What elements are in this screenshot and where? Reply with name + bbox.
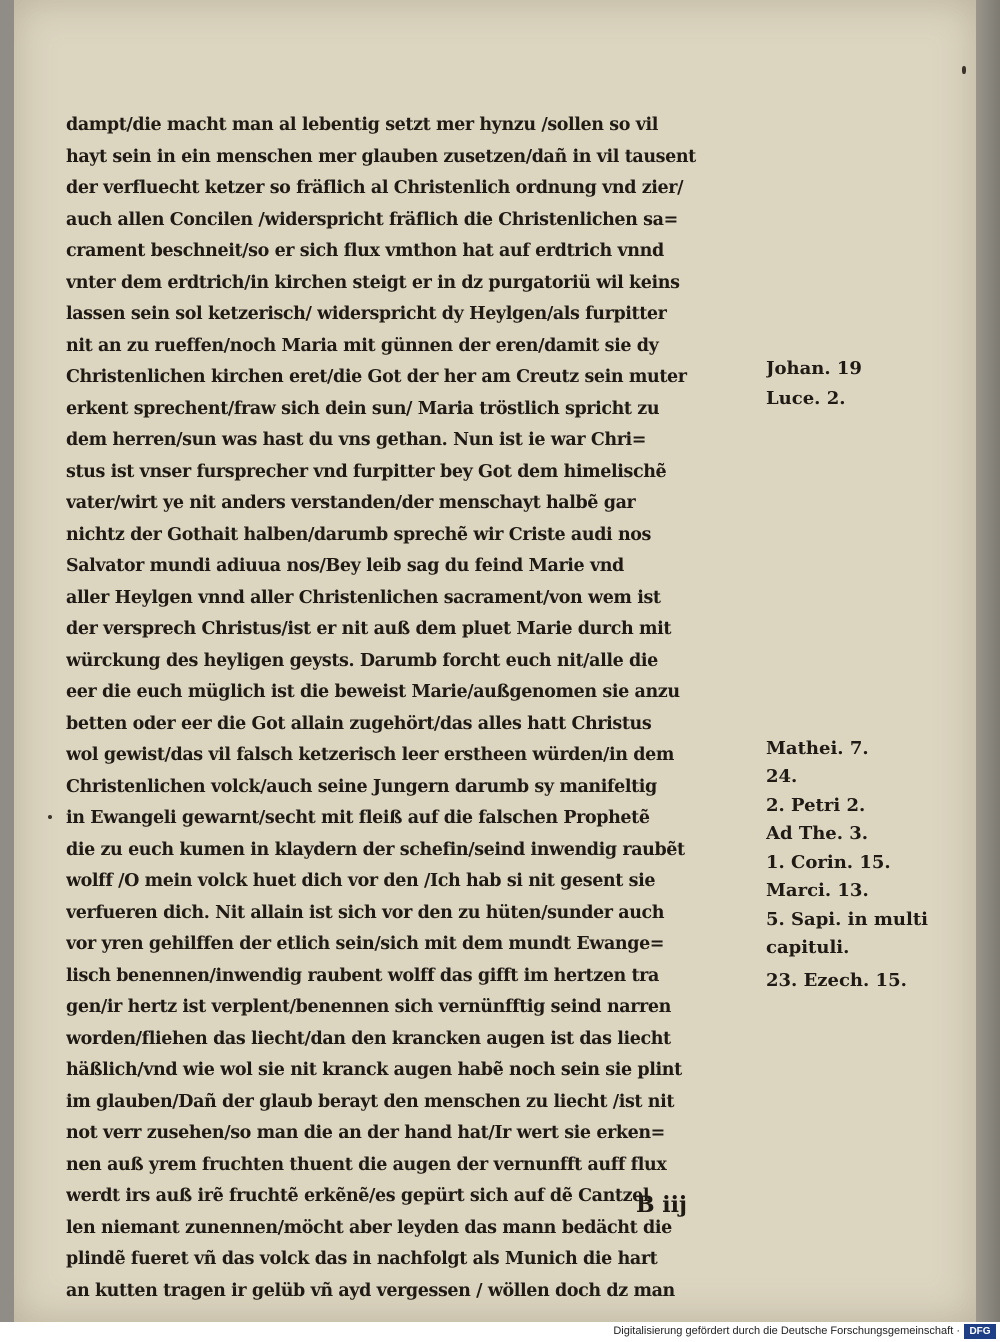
margin-note: Ad The. 3. [766,823,869,844]
margin-note: 24. [766,766,798,787]
text-line: wolff /O mein volck huet dich vor den /Ich hab si nit gesent sie [66,871,656,891]
text-line: an kutten tragen ir gelüb vñ ayd vergessen / wöllen doch dz man [66,1280,675,1301]
text-line: aller Heylgen vnnd aller Christenlichen sacrament/von wem ist [66,587,661,608]
text-line: not verr zusehen/so man die an der hand hat/Ir wert sie erken= [66,1123,665,1143]
ink-speck [962,66,966,74]
dfg-logo[interactable]: DFG [964,1324,996,1339]
text-line: würckung des heyligen geysts. Darumb forcht euch nit/alle die [66,650,658,671]
margin-note: capituli. [766,937,850,958]
main-text-block [66,110,766,1307]
text-line: len niemant zunennen/möcht aber leyden das mann bedächt die [66,1217,672,1238]
text-line: im glauben/Dañ der glaub berayt den menschen zu liecht /ist nit [66,1091,675,1112]
margin-note: 1. Corin. 15. [766,852,891,873]
signature-mark: B iij [636,1192,687,1218]
text-line: Christenlichen volck/auch seine Jungern darumb sy manifeltig [66,776,657,797]
text-line: nit an zu rueffen/noch Maria mit günnen der eren/damit sie dy [66,335,659,356]
text-line: crament beschneit/so er sich flux vmthon hat auf erdtrich vnnd [66,241,664,261]
page-edge [976,0,1000,1322]
text-line: dampt/die macht man al lebentig setzt mer hynzu /sollen so vil [66,115,658,135]
footer-credit: Digitalisierung gefördert durch die Deutsche Forschungsgemeinschaft · [613,1325,960,1337]
text-line: hayt sein in ein menschen mer glauben zusetzen/dañ in vil tausent [66,146,696,167]
text-line: auch allen Concilen /widerspricht fräflich die Christenlichen sa= [66,209,678,230]
text-line: dem herren/sun was hast du vns gethan. Nun ist ie war Chri= [66,430,647,450]
margin-note: Marci. 13. [766,880,869,901]
text-line: stus ist vnser fursprecher vnd furpitter bey Got dem himelischẽ [66,461,667,482]
text-line: worden/fliehen das liecht/dan den krancken augen ist das liecht [66,1028,671,1049]
text-line: gen/ir hertz ist verplent/benennen sich vernünfftig seind narren [66,997,671,1017]
text-line: werdt irs auß irẽ fruchtẽ erkẽnẽ/es gepürt sich auf dẽ Cantzel [66,1186,650,1206]
text-line: häßlich/vnd wie wol sie nit kranck augen habẽ noch sein sie plint [66,1060,682,1080]
margin-note: Johan. 19 [766,358,862,379]
text-line: betten oder eer die Got allain zugehört/das alles hatt Christus [66,713,652,734]
text-line: wol gewist/das vil falsch ketzerisch leer erstheen würden/in dem [66,745,674,765]
text-line: Salvator mundi adiuua nos/Bey leib sag du feind Marie vnd [66,556,624,576]
text-line: die zu euch kumen in klaydern der schefin/seind inwendig raubẽt [66,839,685,860]
margin-note: Luce. 2. [766,388,846,409]
text-line: nichtz der Gothait halben/darumb sprechẽ wir Criste audi nos [66,524,652,545]
text-line: der verfluecht ketzer so fräflich al Christenlich ordnung vnd zier/ [66,178,684,198]
digitization-footer [0,1322,1000,1342]
text-line: plindẽ fueret vñ das volck das in nachfolgt als Munich die hart [66,1249,658,1269]
margin-note: 5. Sapi. in multi [766,909,928,930]
margin-note: 2. Petri 2. [766,795,866,816]
text-line: vnter dem erdtrich/in kirchen steigt er in dz purgatoriü wil keins [66,272,680,293]
text-line: der versprech Christus/ist er nit auß dem pluet Marie durch mit [66,619,672,639]
text-line: Christenlichen kirchen eret/die Got der her am Creutz sein muter [66,367,687,387]
text-line: eer die euch müglich ist die beweist Marie/außgenomen sie anzu [66,682,680,702]
text-line: nen auß yrem fruchten thuent die augen der vernunfft auff flux [66,1154,667,1175]
text-line: verfueren dich. Nit allain ist sich vor den zu hüten/sunder auch [66,902,665,923]
text-line: erkent sprechent/fraw sich dein sun/ Maria tröstlich spricht zu [66,398,660,419]
text-line: vater/wirt ye nit anders verstanden/der menschayt halbẽ gar [66,493,636,513]
text-line: lassen sein sol ketzerisch/ widerspricht dy Heylgen/als furpitter [66,304,667,324]
margin-note: 23. Ezech. 15. [766,970,907,991]
margin-note: Mathei. 7. [766,738,869,759]
text-line: vor yren gehilffen der etlich sein/sich mit dem mundt Ewange= [66,934,665,954]
text-line: in Ewangeli gewarnt/secht mit fleiß auf die falschen Prophetẽ [66,808,650,828]
text-line: lisch benennen/inwendig raubent wolff das gifft im hertzen tra [66,965,659,986]
ink-speck [48,815,52,819]
